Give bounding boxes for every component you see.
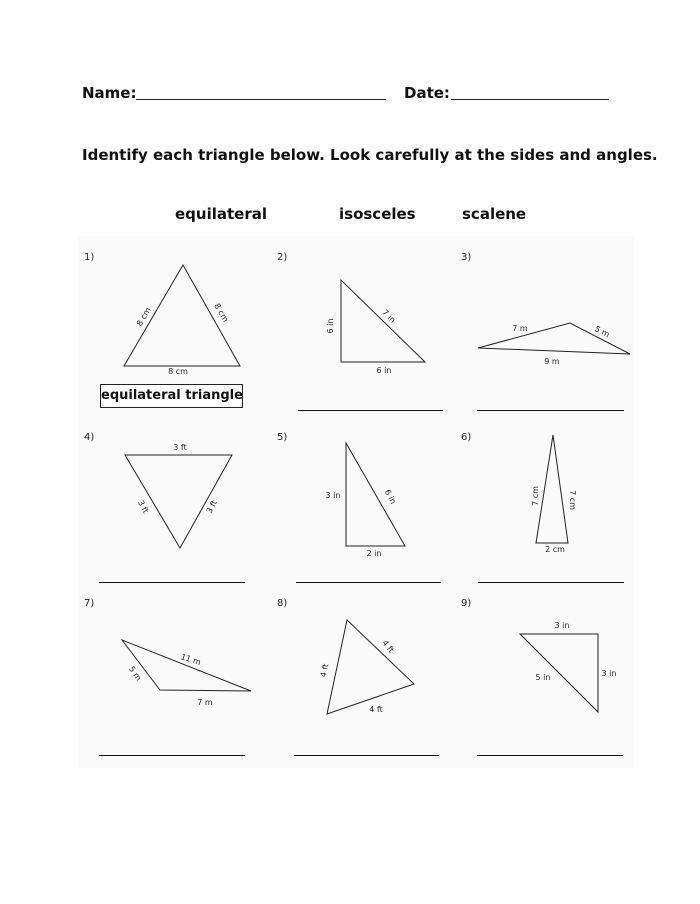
triangle-2 <box>326 280 425 375</box>
triangle-5 <box>326 443 405 558</box>
triangle-3 <box>478 323 630 366</box>
side-label: 7 cm <box>531 486 540 506</box>
side-label: 3 ft <box>204 498 219 515</box>
answer-field[interactable] <box>296 582 441 583</box>
triangle-7 <box>122 640 251 707</box>
triangle-9 <box>520 621 616 712</box>
answer-field[interactable] <box>298 410 443 411</box>
answer-field[interactable] <box>294 755 439 756</box>
side-label: 8 cm <box>212 301 231 324</box>
answer-field[interactable] <box>99 755 245 756</box>
problem-number: 8) <box>277 598 288 609</box>
side-label: 8 cm <box>134 305 153 328</box>
side-label: 11 m <box>179 652 202 668</box>
word-bank-isosceles: isosceles <box>339 205 416 223</box>
side-label: 4 ft <box>369 705 383 714</box>
problem-number: 3) <box>461 252 472 263</box>
answer-field[interactable] <box>477 410 624 411</box>
name-label: Name: <box>82 84 137 102</box>
side-label: 7 cm <box>568 490 577 510</box>
side-label: 6 in <box>382 488 398 506</box>
side-label: 4 ft <box>380 638 396 655</box>
problem-number: 5) <box>277 432 288 443</box>
triangle-6 <box>531 435 577 554</box>
answer-field[interactable] <box>477 755 623 756</box>
triangle-8 <box>319 620 414 714</box>
side-label: 8 cm <box>168 367 188 376</box>
side-label: 7 in <box>380 307 398 325</box>
side-label: 3 in <box>325 491 341 500</box>
side-label: 5 m <box>593 324 612 340</box>
answer-field[interactable] <box>478 582 624 583</box>
side-label: 2 in <box>366 549 382 558</box>
side-label: 2 cm <box>545 545 565 554</box>
side-label: 9 m <box>544 357 560 366</box>
triangle-1 <box>124 265 240 376</box>
side-label: 3 in <box>554 621 570 630</box>
answer-field[interactable] <box>99 582 245 583</box>
side-label: 6 in <box>376 366 392 375</box>
instructions: Identify each triangle below. Look carefully at the sides and angles. <box>82 146 658 164</box>
side-label: 7 m <box>197 698 213 707</box>
side-label: 3 ft <box>173 443 187 452</box>
word-bank-scalene: scalene <box>462 205 527 223</box>
side-label: 3 ft <box>136 498 151 515</box>
problem-number: 6) <box>461 432 472 443</box>
side-label: 5 in <box>535 673 551 682</box>
side-label: 7 m <box>512 324 528 333</box>
problem-number: 1) <box>84 252 95 263</box>
problem-number: 9) <box>461 598 472 609</box>
side-label: 3 in <box>601 669 617 678</box>
word-bank-equilateral: equilateral <box>175 205 267 223</box>
side-label: 5 m <box>126 664 144 683</box>
side-label: 6 in <box>326 318 335 334</box>
triangle-4 <box>125 443 232 548</box>
problem-number: 7) <box>84 598 95 609</box>
answer-field[interactable]: equilateral triangle <box>100 384 243 408</box>
side-label: 4 ft <box>318 662 331 678</box>
date-label: Date: <box>404 84 450 102</box>
problem-number: 4) <box>84 432 95 443</box>
problem-number: 2) <box>277 252 288 263</box>
